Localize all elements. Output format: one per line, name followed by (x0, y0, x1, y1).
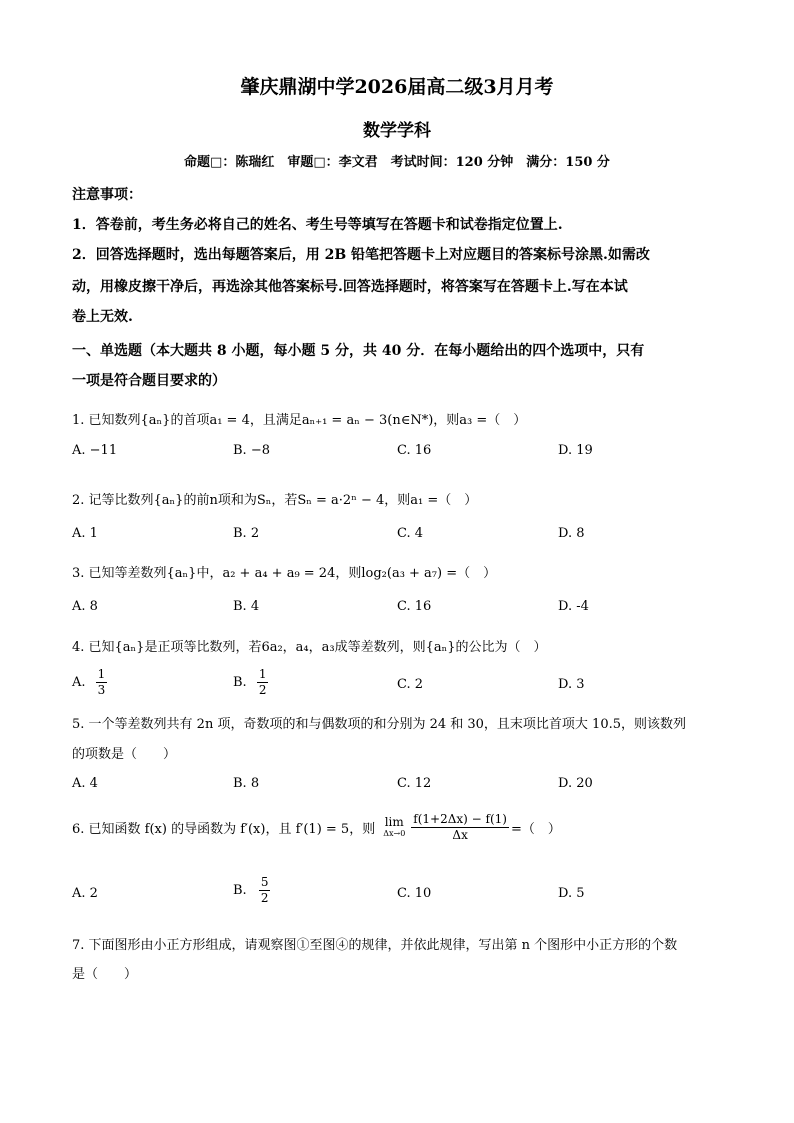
fraction-denominator: Δx (452, 828, 468, 842)
question-6-stem (72, 812, 561, 843)
fraction-five-halves (259, 875, 271, 906)
question-6-option-d[interactable]: D. 5 (558, 886, 585, 901)
question-3-option-d[interactable]: D. -4 (558, 599, 589, 614)
question-7-stem-line-1: 7. 下面图形由小正方形组成，请观察图①至图④的规律，并依此规律，写出第 n 个图形中小正方形的个数 (72, 938, 678, 953)
section-heading-line-1: 一、单选题（本大题共 8 小题，每小题 5 分，共 40 分．在每小题给出的四个选项中，只有 (72, 343, 645, 359)
exam-title: 肇庆鼎湖中学2026届高二级3月月考 (240, 76, 554, 98)
question-2-option-b[interactable]: B. 2 (233, 526, 260, 541)
fraction-denominator: 2 (260, 891, 269, 905)
question-4-stem: 4. 已知{aₙ}是正项等比数列，若6a₂，a₄，a₃成等差数列，则{aₙ}的公比为（ ） (72, 640, 547, 655)
question-2-stem: 2. 记等比数列{aₙ}的前n项和为Sₙ，若Sₙ = a·2ⁿ − 4，则a₁ =（ ） (72, 493, 478, 508)
fraction-one-third (96, 667, 108, 698)
fraction-numerator: 1 (258, 667, 267, 681)
fraction-numerator: f(1+2Δx) − f(1) (413, 812, 507, 826)
question-3-option-b[interactable]: B. 4 (233, 599, 260, 614)
limit-word: lim (384, 814, 404, 829)
fraction-one-half (257, 667, 269, 698)
question-6-option-a[interactable]: A. 2 (72, 886, 98, 901)
notes-heading: 注意事项： (72, 187, 142, 203)
question-4-option-b[interactable] (233, 667, 268, 698)
limit-subscript: Δx→0 (383, 828, 406, 838)
option-b-label: B. (233, 883, 247, 898)
question-2-option-d[interactable]: D. 8 (558, 526, 585, 541)
question-5-option-b[interactable]: B. 8 (233, 776, 260, 791)
limit-fraction (411, 812, 509, 843)
notes-item-2-line-3: 卷上无效. (72, 309, 133, 325)
question-2-option-c[interactable]: C. 4 (397, 526, 424, 541)
question-1-option-a[interactable]: A. −11 (72, 443, 118, 458)
notes-item-1: 1．答卷前，考生务必将自己的姓名、考生号等填写在答题卡和试卷指定位置上. (72, 217, 563, 233)
exam-meta: 命题□：陈瑞红 审题□：李文君 考试时间：120 分钟 满分：150 分 (184, 155, 610, 170)
question-3-option-c[interactable]: C. 16 (397, 599, 432, 614)
question-4-option-c[interactable]: C. 2 (397, 677, 424, 692)
question-5-stem-line-2: 的项数是（ ） (72, 747, 177, 762)
question-4-option-d[interactable]: D. 3 (558, 677, 585, 692)
question-2-option-a[interactable]: A. 1 (72, 526, 98, 541)
question-5-option-d[interactable]: D. 20 (558, 776, 593, 791)
question-7-stem-line-2: 是（ ） (72, 967, 138, 982)
question-5-option-a[interactable]: A. 4 (72, 776, 98, 791)
question-6-stem-pre: 6. 已知函数 f(x) 的导函数为 f′(x)，且 f′(1) = 5，则 (72, 822, 376, 837)
option-b-label: B. (233, 675, 247, 690)
question-4-option-a[interactable] (72, 667, 107, 698)
question-1-option-d[interactable]: D. 19 (558, 443, 593, 458)
section-heading-line-2: 一项是符合题目要求的） (72, 373, 226, 389)
question-6-option-c[interactable]: C. 10 (397, 886, 432, 901)
question-3-stem: 3. 已知等差数列{aₙ}中，a₂ + a₄ + a₉ = 24，则log₂(a₃ + a₇) =（ ） (72, 566, 497, 581)
limit-operator (383, 816, 405, 840)
option-a-label: A. (72, 675, 86, 690)
question-6-option-b[interactable] (233, 875, 270, 906)
question-5-option-c[interactable]: C. 12 (397, 776, 432, 791)
question-1-option-b[interactable]: B. −8 (233, 443, 270, 458)
fraction-denominator: 2 (258, 683, 267, 697)
fraction-denominator: 3 (97, 683, 106, 697)
question-3-option-a[interactable]: A. 8 (72, 599, 98, 614)
fraction-numerator: 1 (97, 667, 106, 681)
question-1-stem: 1. 已知数列{aₙ}的首项a₁ = 4，且满足aₙ₊₁ = aₙ − 3(n∈N*)，则a₃ =（ ） (72, 413, 527, 428)
notes-item-2-line-2: 动，用橡皮擦干净后，再选涂其他答案标号.回答选择题时，将答案写在答题卡上.写在本试 (72, 279, 628, 295)
exam-subject: 数学学科 (363, 121, 431, 141)
fraction-numerator: 5 (260, 875, 269, 889)
question-1-option-c[interactable]: C. 16 (397, 443, 432, 458)
notes-item-2-line-1: 2．回答选择题时，选出每题答案后，用 2B 铅笔把答题卡上对应题目的答案标号涂黑.如需改 (72, 247, 650, 263)
question-6-stem-post: =（ ） (510, 822, 561, 837)
question-5-stem-line-1: 5. 一个等差数列共有 2n 项，奇数项的和与偶数项的和分别为 24 和 30，且末项比首项大 10.5，则该数列 (72, 717, 687, 732)
